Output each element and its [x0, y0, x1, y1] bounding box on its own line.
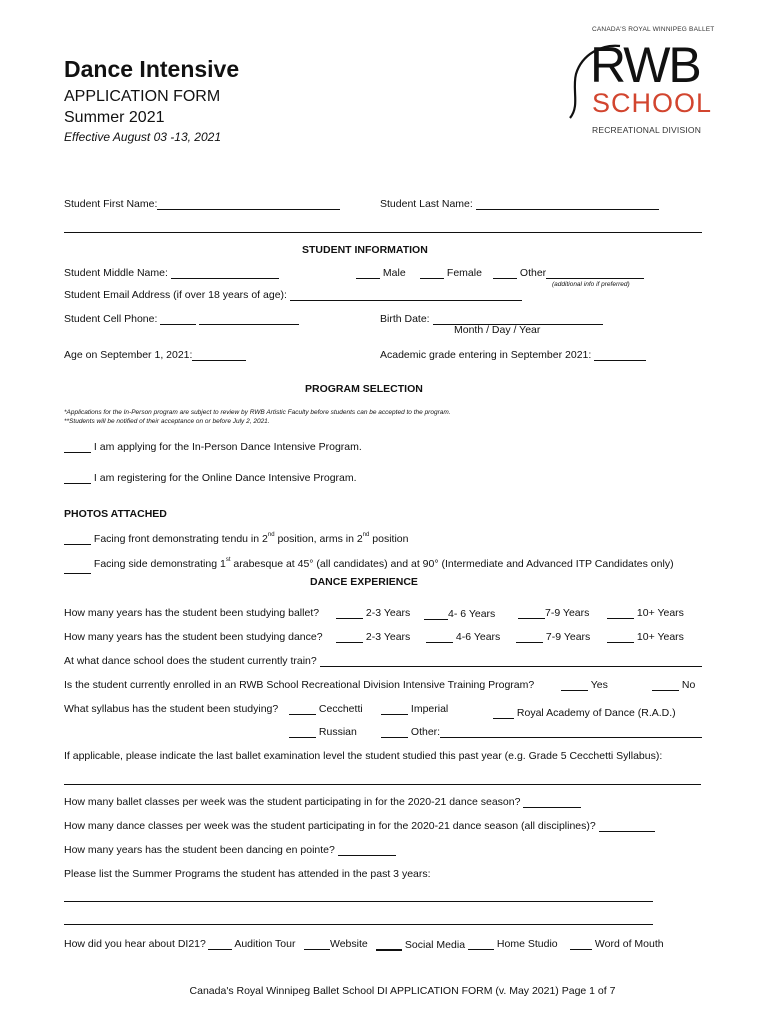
first-name-field[interactable]: [64, 198, 340, 210]
logo-rwb: RWB: [590, 37, 700, 93]
dance-years-opt-4[interactable]: 10+ Years: [607, 631, 684, 643]
in-person-label: I am applying for the In-Person Dance Intensive Program.: [93, 441, 362, 453]
ballet-years-opt-3[interactable]: 7-9 Years: [518, 607, 589, 619]
birth-date-label: Birth Date:: [380, 313, 430, 325]
hear-home-studio[interactable]: Home Studio: [468, 938, 558, 950]
in-person-option[interactable]: [64, 441, 362, 453]
last-name-label: Student Last Name:: [380, 198, 473, 210]
online-label: I am registering for the Online Dance Intensive Program.: [93, 472, 357, 484]
effective-dates: Effective August 03 -13, 2021: [64, 130, 221, 144]
ballet-years-question: How many years has the student been studying ballet?: [64, 607, 320, 619]
other-label: Other: [519, 267, 547, 279]
summer-answer-line-1[interactable]: [64, 901, 653, 902]
form-title: Dance Intensive: [64, 56, 240, 82]
summer-programs-question: Please list the Summer Programs the student has attended in the past 3 years:: [64, 868, 431, 880]
cell-phone-field[interactable]: [64, 313, 299, 325]
student-info-heading: STUDENT INFORMATION: [302, 244, 428, 256]
exam-question: If applicable, please indicate the last ballet examination level the student studied this past year (e.g. Grade 5 Cecchetti Syllabus):: [64, 750, 663, 762]
dance-classes-field[interactable]: [64, 820, 655, 832]
dance-classes-label: How many dance classes per week was the student participating in for the 2020-21 dance season (all disciplines)?: [64, 820, 596, 832]
dance-years-question: How many years has the student been studying dance?: [64, 631, 323, 643]
syllabus-cecchetti[interactable]: Cecchetti: [289, 703, 363, 715]
page-footer: Canada's Royal Winnipeg Ballet School DI APPLICATION FORM (v. May 2021) Page 1 of 7: [189, 985, 616, 997]
hear-word-of-mouth[interactable]: Word of Mouth: [570, 938, 664, 950]
photo-side-option[interactable]: [64, 558, 674, 570]
ballet-classes-field[interactable]: [64, 796, 581, 808]
pointe-years-label: How many years has the student been dancing en pointe?: [64, 844, 335, 856]
photo-front-option[interactable]: [64, 533, 408, 545]
first-name-label: Student First Name:: [64, 198, 158, 210]
program-note-2: **Students will be notified of their acceptance on or before July 2, 2021.: [64, 418, 270, 425]
last-name-field[interactable]: [380, 198, 659, 210]
photo-side-label: Facing side demonstrating 1st arabesque at 45° (all candidates) and at 90° (Intermediate and Advanced ITP Candidates only): [93, 557, 674, 570]
syllabus-imperial[interactable]: Imperial: [381, 703, 448, 715]
age-field[interactable]: [64, 349, 246, 361]
rwb-school-logo: [560, 22, 715, 142]
ballet-years-opt-1[interactable]: 2-3 Years: [336, 607, 410, 619]
syllabus-question: What syllabus has the student been studying?: [64, 703, 279, 715]
ballet-years-opt-2[interactable]: 4- 6 Years: [424, 608, 495, 620]
form-subtitle: APPLICATION FORM: [64, 88, 221, 105]
other-note: (additional info if preferred): [552, 281, 630, 288]
birth-date-format: Month / Day / Year: [454, 324, 541, 336]
hear-about-question: How did you hear about DI21?: [64, 938, 206, 950]
program-heading: PROGRAM SELECTION: [305, 383, 423, 395]
gender-male-option[interactable]: [356, 267, 406, 279]
logo-top-text: CANADA'S ROYAL WINNIPEG BALLET: [592, 26, 715, 33]
middle-name-field[interactable]: [64, 267, 279, 279]
grade-field[interactable]: [380, 349, 646, 361]
itp-no-option[interactable]: No: [652, 679, 695, 691]
cell-phone-label: Student Cell Phone:: [64, 313, 158, 325]
syllabus-russian[interactable]: Russian: [289, 726, 357, 738]
email-field[interactable]: [64, 289, 522, 301]
dance-school-label: At what dance school does the student currently train?: [64, 655, 317, 667]
hear-social-media[interactable]: Social Media: [376, 938, 465, 951]
female-label: Female: [446, 267, 482, 279]
experience-heading: DANCE EXPERIENCE: [310, 576, 418, 588]
photos-heading: PHOTOS ATTACHED: [64, 508, 167, 520]
syllabus-other[interactable]: Other:: [381, 726, 702, 738]
dance-years-opt-1[interactable]: 2-3 Years: [336, 631, 410, 643]
itp-yes-option[interactable]: Yes: [561, 679, 608, 691]
exam-answer-line[interactable]: [64, 784, 701, 785]
photo-front-label: Facing front demonstrating tendu in 2nd position, arms in 2nd position: [93, 532, 409, 545]
syllabus-rad[interactable]: Royal Academy of Dance (R.A.D.): [493, 707, 676, 719]
pointe-years-field[interactable]: [64, 844, 396, 856]
divider: [64, 232, 702, 233]
hear-audition-tour[interactable]: Audition Tour: [208, 938, 295, 950]
gender-other-option[interactable]: [493, 267, 644, 279]
hear-website[interactable]: Website: [304, 938, 368, 950]
dance-years-opt-3[interactable]: 7-9 Years: [516, 631, 590, 643]
logo-division: RECREATIONAL DIVISION: [592, 125, 702, 135]
online-option[interactable]: [64, 472, 357, 484]
middle-name-label: Student Middle Name:: [64, 267, 168, 279]
male-label: Male: [382, 267, 406, 279]
dance-years-opt-2[interactable]: 4-6 Years: [426, 631, 500, 643]
ballet-classes-label: How many ballet classes per week was the student participating in for the 2020-21 dance season?: [64, 796, 521, 808]
gender-female-option[interactable]: [420, 267, 482, 279]
grade-label: Academic grade entering in September 2021:: [380, 349, 592, 361]
email-label: Student Email Address (if over 18 years of age):: [64, 289, 287, 301]
ballet-years-opt-4[interactable]: 10+ Years: [607, 607, 684, 619]
itp-question: Is the student currently enrolled in an RWB School Recreational Division Intensive Training Program?: [64, 679, 535, 691]
program-note-1: *Applications for the In-Person program are subject to review by RWB Artistic Faculty before students can be accepted to the program.: [64, 409, 451, 416]
form-season: Summer 2021: [64, 109, 165, 126]
age-label: Age on September 1, 2021:: [64, 349, 193, 361]
summer-answer-line-2[interactable]: [64, 924, 653, 925]
dance-school-field[interactable]: [64, 655, 702, 667]
logo-school: SCHOOL: [592, 88, 713, 118]
